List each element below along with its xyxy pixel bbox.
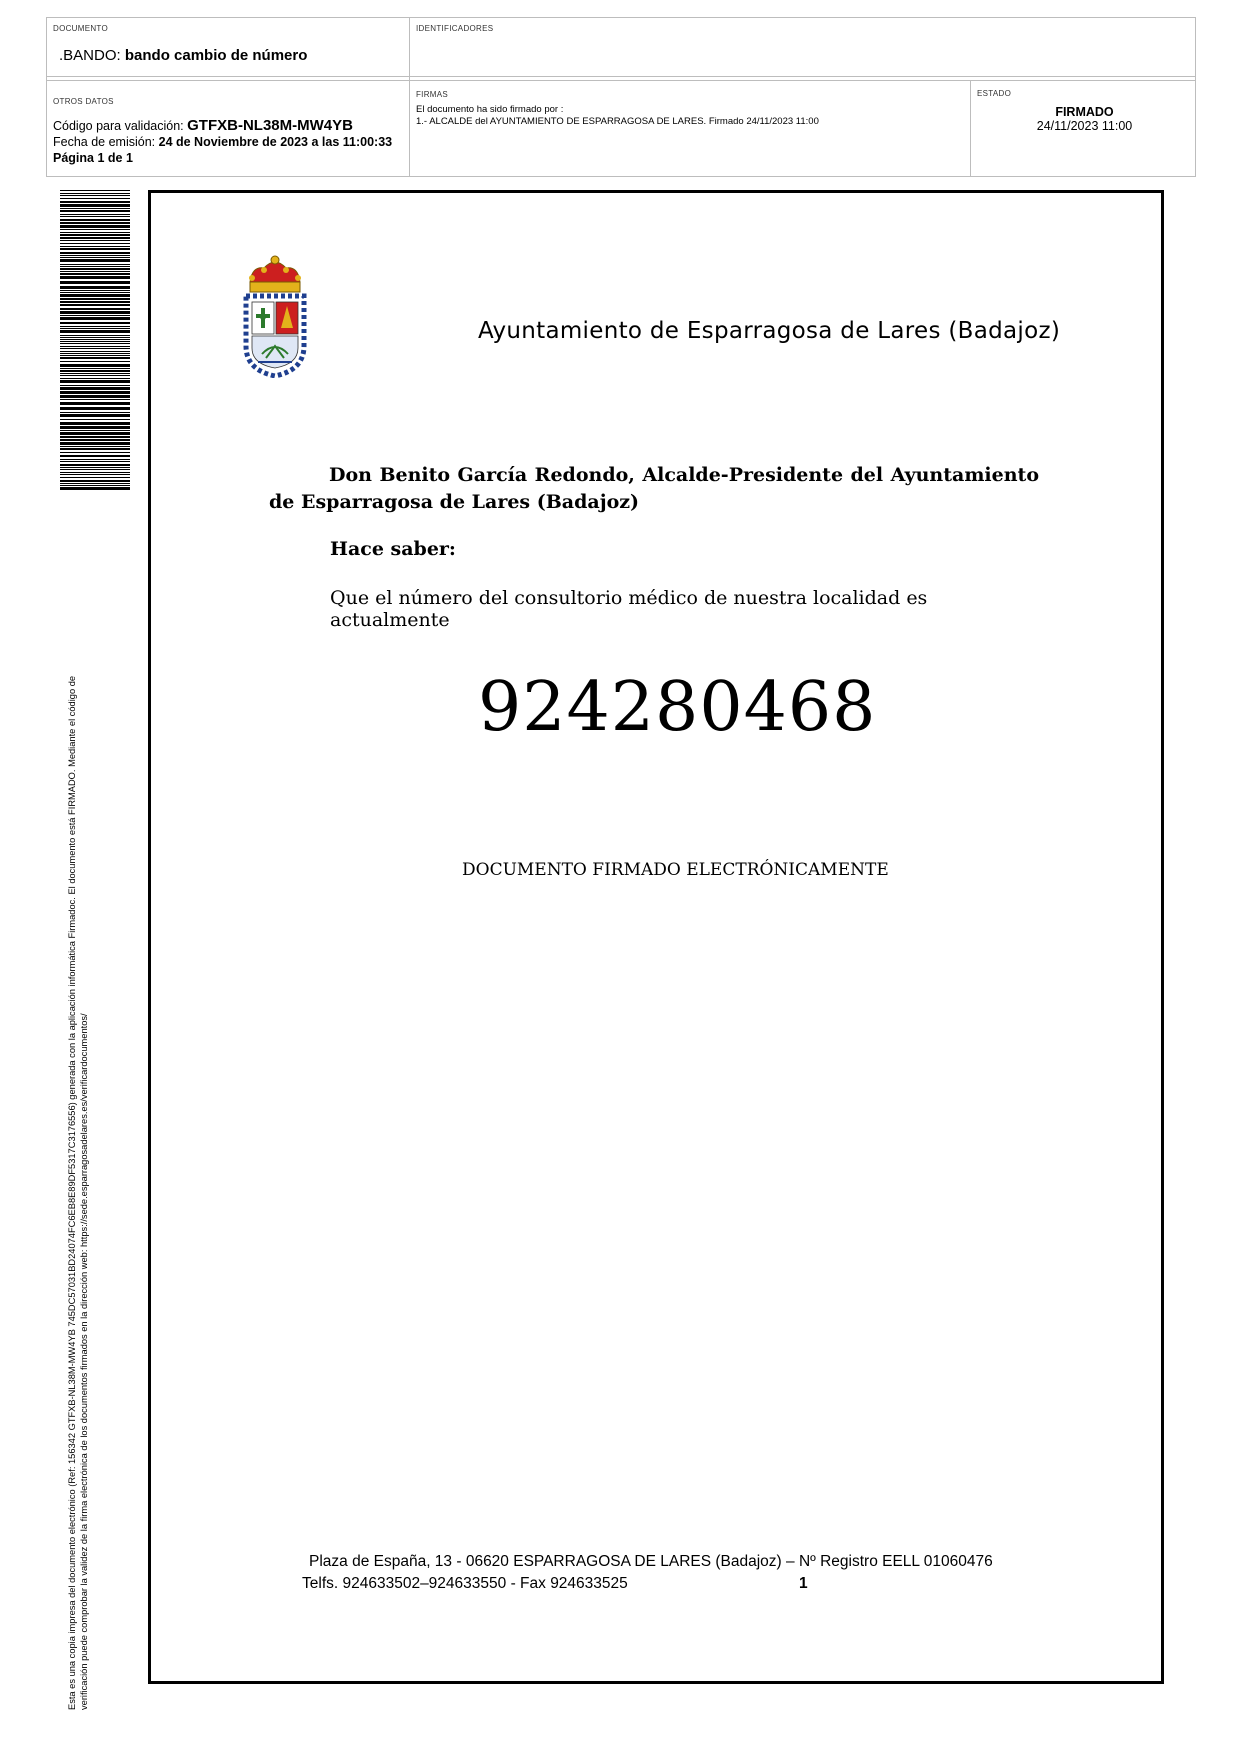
barcode-bar bbox=[60, 198, 130, 199]
barcode-bar bbox=[60, 485, 130, 486]
barcode-bar bbox=[60, 452, 130, 453]
intro-paragraph: Don Benito García Redondo, Alcalde-Presidente del Ayuntamiento de Esparragosa de Lares (Badajoz) bbox=[269, 464, 1039, 513]
otros-datos-cell bbox=[53, 94, 408, 166]
barcode-bar bbox=[60, 442, 130, 445]
barcode-bar bbox=[60, 368, 130, 369]
estado-label: ESTADO bbox=[977, 89, 1012, 98]
barcode-bar bbox=[60, 304, 130, 306]
codigo-validacion bbox=[53, 118, 408, 134]
barcode-bar bbox=[60, 448, 130, 450]
barcode-bar bbox=[60, 330, 130, 333]
barcode-bar bbox=[60, 487, 130, 490]
documento-label: DOCUMENTO bbox=[53, 24, 108, 33]
barcode-bar bbox=[60, 268, 130, 270]
header-divider bbox=[409, 18, 410, 176]
barcode-bar bbox=[60, 255, 130, 256]
identificadores-cell bbox=[416, 24, 1186, 33]
barcode bbox=[60, 190, 130, 490]
barcode-bar bbox=[60, 286, 130, 289]
barcode-bar bbox=[60, 243, 130, 244]
documento-title bbox=[59, 47, 403, 64]
barcode-bar bbox=[60, 477, 130, 478]
notice-text: Que el número del consultorio médico de nuestra localidad es actualmente bbox=[330, 587, 928, 631]
barcode-bar bbox=[60, 308, 130, 310]
barcode-bar bbox=[60, 264, 130, 265]
footer-address: Plaza de España, 13 - 06620 ESPARRAGOSA DE LARES (Badajoz) – Nº Registro EELL 01060476 bbox=[309, 1553, 993, 1570]
barcode-bar bbox=[60, 248, 130, 250]
fecha-emision bbox=[53, 134, 408, 150]
barcode-bar bbox=[60, 195, 130, 196]
barcode-bar bbox=[60, 373, 130, 374]
barcode-bar bbox=[60, 266, 130, 267]
barcode-bar bbox=[60, 328, 130, 329]
barcode-bar bbox=[60, 378, 130, 379]
document-header-table bbox=[46, 17, 1196, 177]
barcode-bar bbox=[60, 281, 130, 284]
barcode-bar bbox=[60, 380, 130, 383]
documento-prefix: .BANDO: bbox=[59, 47, 121, 64]
barcode-bar bbox=[60, 271, 130, 272]
codigo-value: GTFXB-NL38M-MW4YB bbox=[187, 117, 353, 134]
firmas-cell bbox=[416, 89, 976, 128]
barcode-bar bbox=[60, 315, 130, 316]
barcode-bar bbox=[60, 273, 130, 275]
barcode-bar bbox=[60, 474, 130, 475]
hace-saber: Hace saber: bbox=[330, 538, 456, 560]
barcode-bar bbox=[60, 446, 130, 447]
barcode-bar bbox=[60, 204, 130, 207]
barcode-bar bbox=[60, 222, 130, 224]
barcode-bar bbox=[60, 201, 130, 203]
documento-cell bbox=[53, 24, 403, 64]
barcode-bar bbox=[60, 214, 130, 215]
barcode-bar bbox=[60, 464, 130, 466]
barcode-bar bbox=[60, 414, 130, 417]
side-note-line-2: verificación puede comprobar la validez de la firma electrónica de los documentos firmados en la dirección web: https://sede.esparragosadelares.es/verificardocumentos/ bbox=[79, 1013, 89, 1710]
barcode-bar bbox=[60, 480, 130, 482]
barcode-bar bbox=[60, 294, 130, 297]
barcode-bar bbox=[60, 436, 130, 438]
barcode-bar bbox=[60, 190, 130, 191]
barcode-bar bbox=[60, 343, 130, 344]
barcode-bar bbox=[60, 339, 130, 340]
barcode-bar bbox=[60, 467, 130, 468]
barcode-bar bbox=[60, 346, 130, 347]
barcode-bar bbox=[60, 240, 130, 241]
barcode-bar bbox=[60, 430, 130, 431]
barcode-bar bbox=[60, 252, 130, 254]
fecha-label: Fecha de emisión: bbox=[53, 135, 156, 149]
barcode-bar bbox=[60, 459, 130, 460]
identificadores-label: IDENTIFICADORES bbox=[416, 24, 494, 33]
barcode-bar bbox=[60, 399, 130, 400]
barcode-bar bbox=[60, 375, 130, 376]
barcode-bar bbox=[60, 422, 130, 425]
barcode-bar bbox=[60, 259, 130, 262]
documento-name: bando cambio de número bbox=[124, 47, 308, 64]
barcode-bar bbox=[60, 237, 130, 239]
estado-date: 24/11/2023 11:00 bbox=[1036, 119, 1133, 133]
barcode-bar bbox=[60, 483, 130, 484]
barcode-bar bbox=[60, 219, 130, 221]
phone-number: 924280468 bbox=[478, 668, 877, 747]
barcode-bar bbox=[60, 412, 130, 413]
firmas-label: FIRMAS bbox=[416, 90, 449, 99]
barcode-bar bbox=[60, 276, 130, 279]
verification-side-note bbox=[66, 540, 90, 1710]
barcode-bar bbox=[60, 439, 130, 441]
coat-of-arms-seal-icon bbox=[242, 254, 308, 378]
header-divider bbox=[47, 76, 1195, 77]
barcode-bar bbox=[60, 210, 130, 212]
footer-phones: Telfs. 924633502–924633550 - Fax 924633525 bbox=[302, 1575, 628, 1592]
ayuntamiento-heading: Ayuntamiento de Esparragosa de Lares (Badajoz) bbox=[478, 318, 1061, 344]
barcode-bar bbox=[60, 432, 130, 435]
firmas-line-2: 1.- ALCALDE del AYUNTAMIENTO DE ESPARRAGOSA DE LARES. Firmado 24/11/2023 11:00 bbox=[416, 116, 819, 127]
barcode-bar bbox=[60, 301, 130, 303]
barcode-bar bbox=[60, 455, 130, 457]
barcode-bar bbox=[60, 461, 130, 462]
barcode-bar bbox=[60, 355, 130, 356]
barcode-bar bbox=[60, 353, 130, 354]
barcode-bar bbox=[60, 351, 130, 352]
barcode-bar bbox=[60, 385, 130, 386]
barcode-bar bbox=[60, 225, 130, 228]
firmas-line-1: El documento ha sido firmado por : bbox=[416, 104, 564, 115]
document-page-frame bbox=[148, 190, 1164, 1684]
barcode-bar bbox=[60, 361, 130, 362]
estado-value: FIRMADO bbox=[1055, 105, 1114, 119]
codigo-label: Código para validación: bbox=[53, 119, 184, 133]
barcode-bar bbox=[60, 193, 130, 194]
barcode-bar bbox=[60, 292, 130, 293]
barcode-bar bbox=[60, 234, 130, 236]
pagina-count: Página 1 de 1 bbox=[53, 151, 133, 165]
barcode-bar bbox=[60, 370, 130, 372]
estado-cell bbox=[977, 89, 1192, 133]
page-number: 1 bbox=[799, 1575, 808, 1592]
otros-datos-label: OTROS DATOS bbox=[53, 97, 114, 106]
barcode-bar bbox=[60, 232, 130, 233]
barcode-bar bbox=[60, 229, 130, 230]
barcode-bar bbox=[60, 317, 130, 320]
barcode-bar bbox=[60, 298, 130, 300]
barcode-bar bbox=[60, 322, 130, 324]
barcode-bar bbox=[60, 364, 130, 367]
barcode-bar bbox=[60, 257, 130, 258]
header-divider bbox=[47, 80, 1195, 81]
barcode-bar bbox=[60, 402, 130, 405]
barcode-bar bbox=[60, 391, 130, 394]
barcode-bar bbox=[60, 311, 130, 314]
barcode-bar bbox=[60, 387, 130, 390]
barcode-bar bbox=[60, 469, 130, 470]
barcode-bar bbox=[60, 472, 130, 473]
fecha-value: 24 de Noviembre de 2023 a las 11:00:33 bbox=[158, 135, 393, 149]
barcode-bar bbox=[60, 426, 130, 429]
barcode-bar bbox=[60, 341, 130, 342]
barcode-bar bbox=[60, 357, 130, 359]
barcode-bar bbox=[60, 290, 130, 291]
barcode-bar bbox=[60, 326, 130, 327]
barcode-bar bbox=[60, 246, 130, 247]
barcode-bar bbox=[60, 419, 130, 420]
barcode-bar bbox=[60, 216, 130, 217]
firmado-electronicamente: DOCUMENTO FIRMADO ELECTRÓNICAMENTE bbox=[462, 860, 889, 880]
barcode-bar bbox=[60, 335, 130, 336]
barcode-bar bbox=[60, 337, 130, 338]
barcode-bar bbox=[60, 395, 130, 398]
barcode-bar bbox=[60, 407, 130, 410]
barcode-bar bbox=[60, 348, 130, 349]
barcode-bar bbox=[60, 208, 130, 209]
side-note-line-1: Esta es una copia impresa del documento electrónico (Ref: 156342 GTFXB-NL38M-MW4YB 745DC57031BD24074FC6EB8E89DF5317C3176556) generada con la aplicación informática Firmadoc. El documento está FIRMADO. Mediante el código de bbox=[67, 675, 77, 1710]
